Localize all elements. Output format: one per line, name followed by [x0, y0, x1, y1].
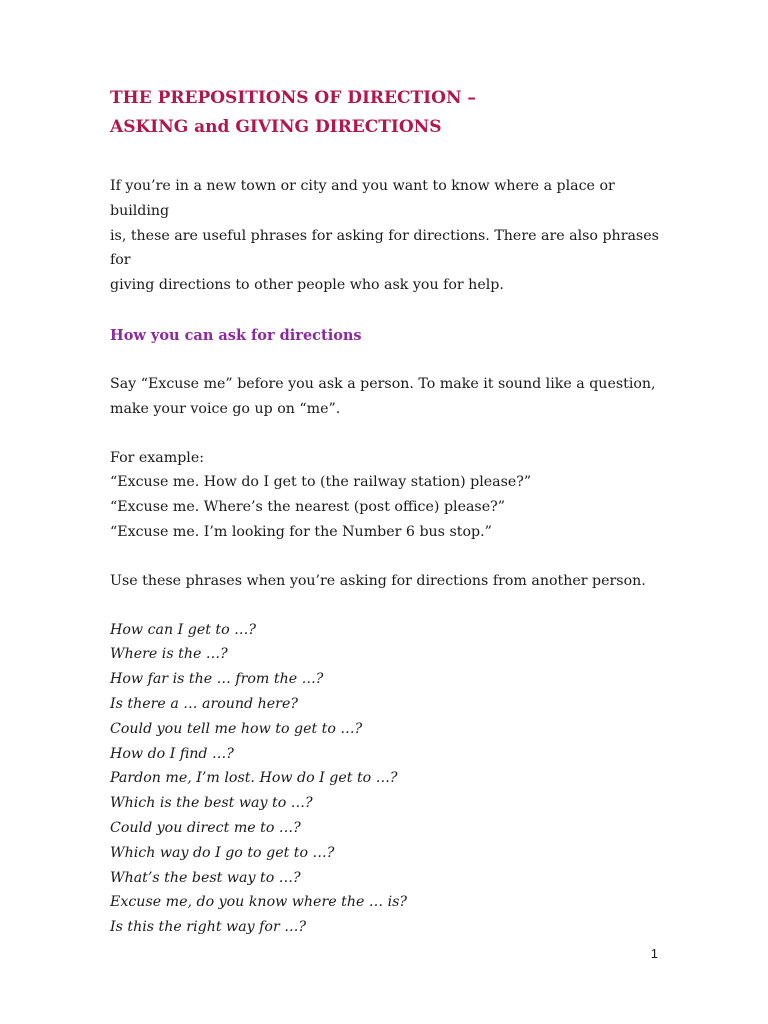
- phrase-item: How can I get to …?: [110, 621, 256, 638]
- say-paragraph: [110, 372, 670, 422]
- title-line-1: THE PREPOSITIONS OF DIRECTION –: [110, 88, 476, 108]
- phrase-item: Is this the right way for …?: [110, 919, 307, 936]
- title-line-2: ASKING and GIVING DIRECTIONS: [110, 117, 442, 137]
- phrase-item: What’s the best way to …?: [110, 869, 301, 886]
- section-heading: How you can ask for directions: [110, 326, 362, 344]
- intro-line: is, these are useful phrases for asking for directions. There are also phrases for: [110, 227, 659, 269]
- phrase-item: Is there a … around here?: [110, 695, 298, 712]
- say-line: Say “Excuse me” before you ask a person. To make it sound like a question,: [110, 375, 656, 392]
- phrase-list: [110, 618, 670, 940]
- phrase-item: Where is the …?: [110, 646, 228, 663]
- example-item: “Excuse me. I’m looking for the Number 6 bus stop.”: [110, 523, 492, 540]
- example-item: “Excuse me. Where’s the nearest (post office) please?”: [110, 499, 505, 516]
- phrase-item: How far is the … from the …?: [110, 671, 324, 688]
- example-label: For example:: [110, 449, 205, 466]
- phrase-item: Which way do I go to get to …?: [110, 844, 335, 861]
- page-content: [110, 84, 670, 956]
- phrase-item: Excuse me, do you know where the … is?: [110, 894, 407, 911]
- phrase-item: How do I find …?: [110, 745, 234, 762]
- phrase-item: Which is the best way to …?: [110, 795, 313, 812]
- intro-line: giving directions to other people who ask you for help.: [110, 277, 504, 294]
- intro-line: If you’re in a new town or city and you want to know where a place or building: [110, 178, 615, 219]
- example-block: [110, 446, 670, 545]
- phrase-item: Could you direct me to …?: [110, 819, 301, 836]
- phrase-item: Could you tell me how to get to …?: [110, 720, 363, 737]
- example-item: “Excuse me. How do I get to (the railway station) please?”: [110, 474, 532, 491]
- phrase-item: Pardon me, I’m lost. How do I get to …?: [110, 770, 398, 787]
- intro-paragraph: [110, 174, 670, 298]
- page-number: 1: [650, 946, 658, 961]
- say-line: make your voice go up on “me”.: [110, 400, 341, 417]
- use-paragraph: [110, 569, 670, 594]
- use-line: Use these phrases when you’re asking for directions from another person.: [110, 572, 646, 589]
